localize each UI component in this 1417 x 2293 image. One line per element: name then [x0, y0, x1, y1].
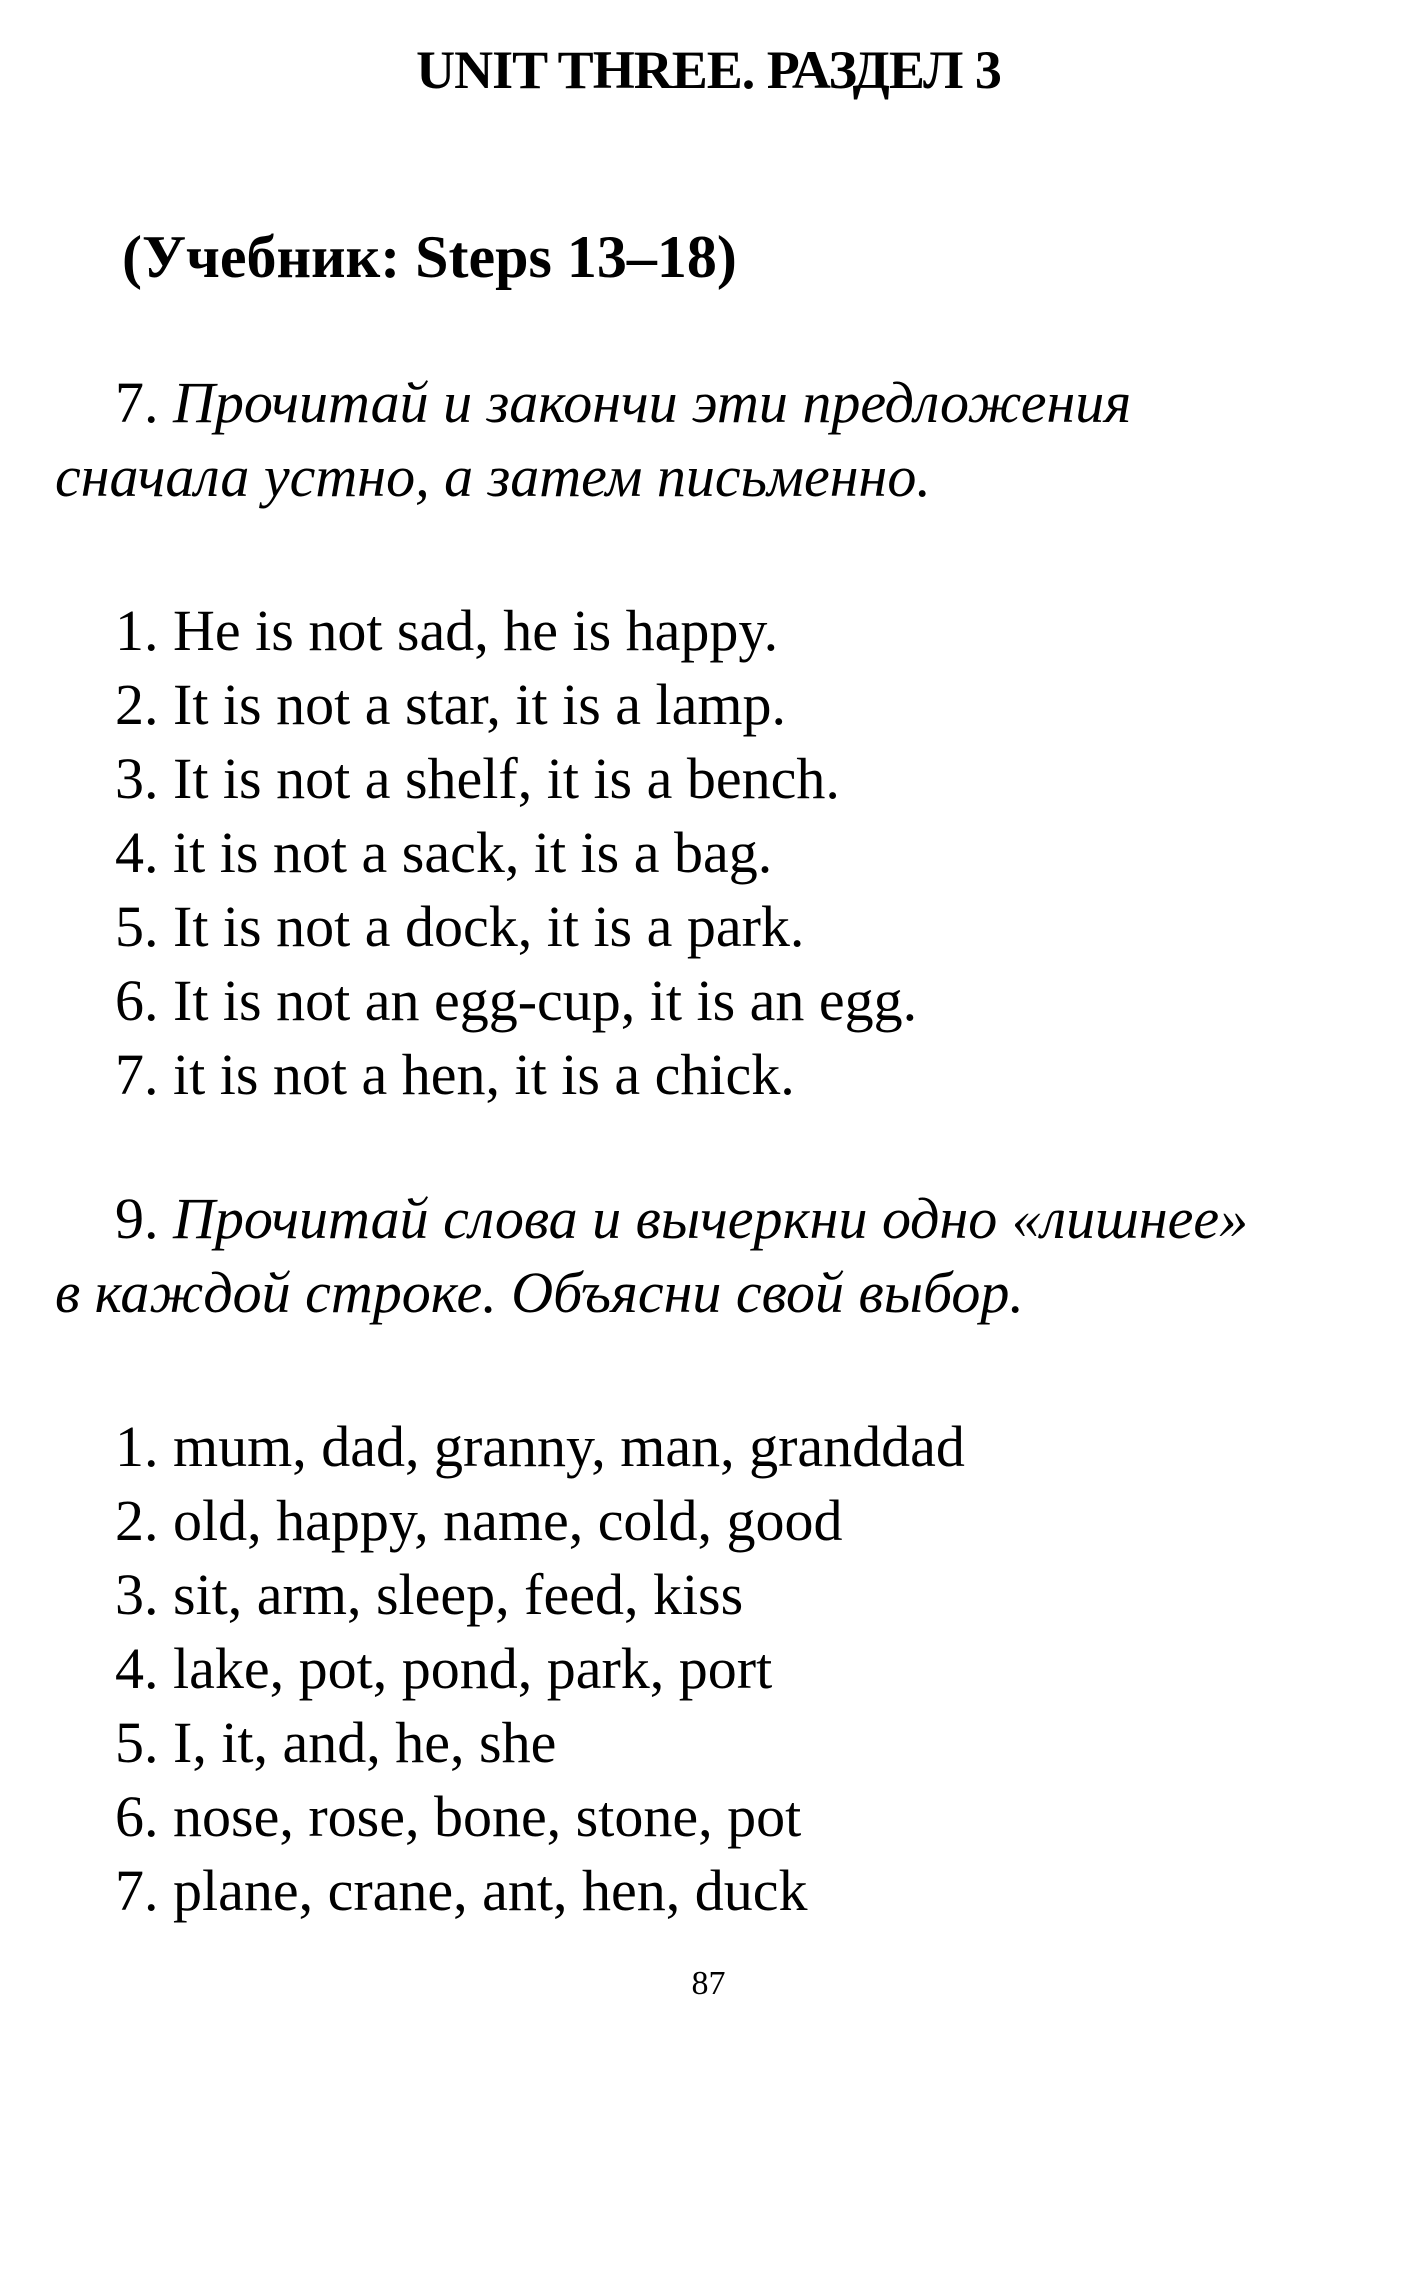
list-item: 7. it is not a hen, it is a chick. [115, 1042, 795, 1107]
task-7-list [115, 594, 917, 1112]
list-item: 4. it is not a sack, it is a bag. [115, 820, 773, 885]
task-7-text-line-2: сначала устно, а затем письменно. [55, 444, 931, 509]
task-9-text-line-1: Прочитай слова и вычеркни одно «лишнее» [173, 1186, 1249, 1251]
list-item: 7. plane, crane, ant, hen, duck [115, 1858, 808, 1923]
unit-title: UNIT THREE. РАЗДЕЛ 3 [416, 40, 1001, 100]
list-item: 6. It is not an egg-cup, it is an egg. [115, 968, 918, 1033]
task-9-number: 9. [115, 1186, 159, 1251]
task-9-instruction [55, 1182, 1375, 1330]
list-item: 3. sit, arm, sleep, feed, kiss [115, 1562, 744, 1627]
textbook-reference: (Учебник: Steps 13–18) [122, 224, 737, 290]
task-9-text-line-2: в каждой строке. Объясни свой выбор. [55, 1260, 1024, 1325]
list-item: 1. He is not sad, he is happy. [115, 598, 779, 663]
list-item: 5. I, it, and, he, she [115, 1710, 557, 1775]
list-item: 3. It is not a shelf, it is a bench. [115, 746, 840, 811]
list-item: 5. It is not a dock, it is a park. [115, 894, 805, 959]
page-number: 87 [691, 1965, 726, 2002]
list-item: 4. lake, pot, pond, park, port [115, 1636, 773, 1701]
list-item: 6. nose, rose, bone, stone, pot [115, 1784, 802, 1849]
task-7-instruction-line-1 [55, 366, 1375, 440]
task-7-instruction [55, 366, 1375, 514]
task-9-instruction-line-1 [55, 1182, 1375, 1256]
list-item: 2. It is not a star, it is a lamp. [115, 672, 787, 737]
task-9-list [115, 1410, 965, 1928]
list-item: 1. mum, dad, granny, man, granddad [115, 1414, 965, 1479]
task-7-number: 7. [115, 370, 159, 435]
list-item: 2. old, happy, name, cold, good [115, 1488, 843, 1553]
task-7-text-line-1: Прочитай и закончи эти предложения [173, 370, 1132, 435]
